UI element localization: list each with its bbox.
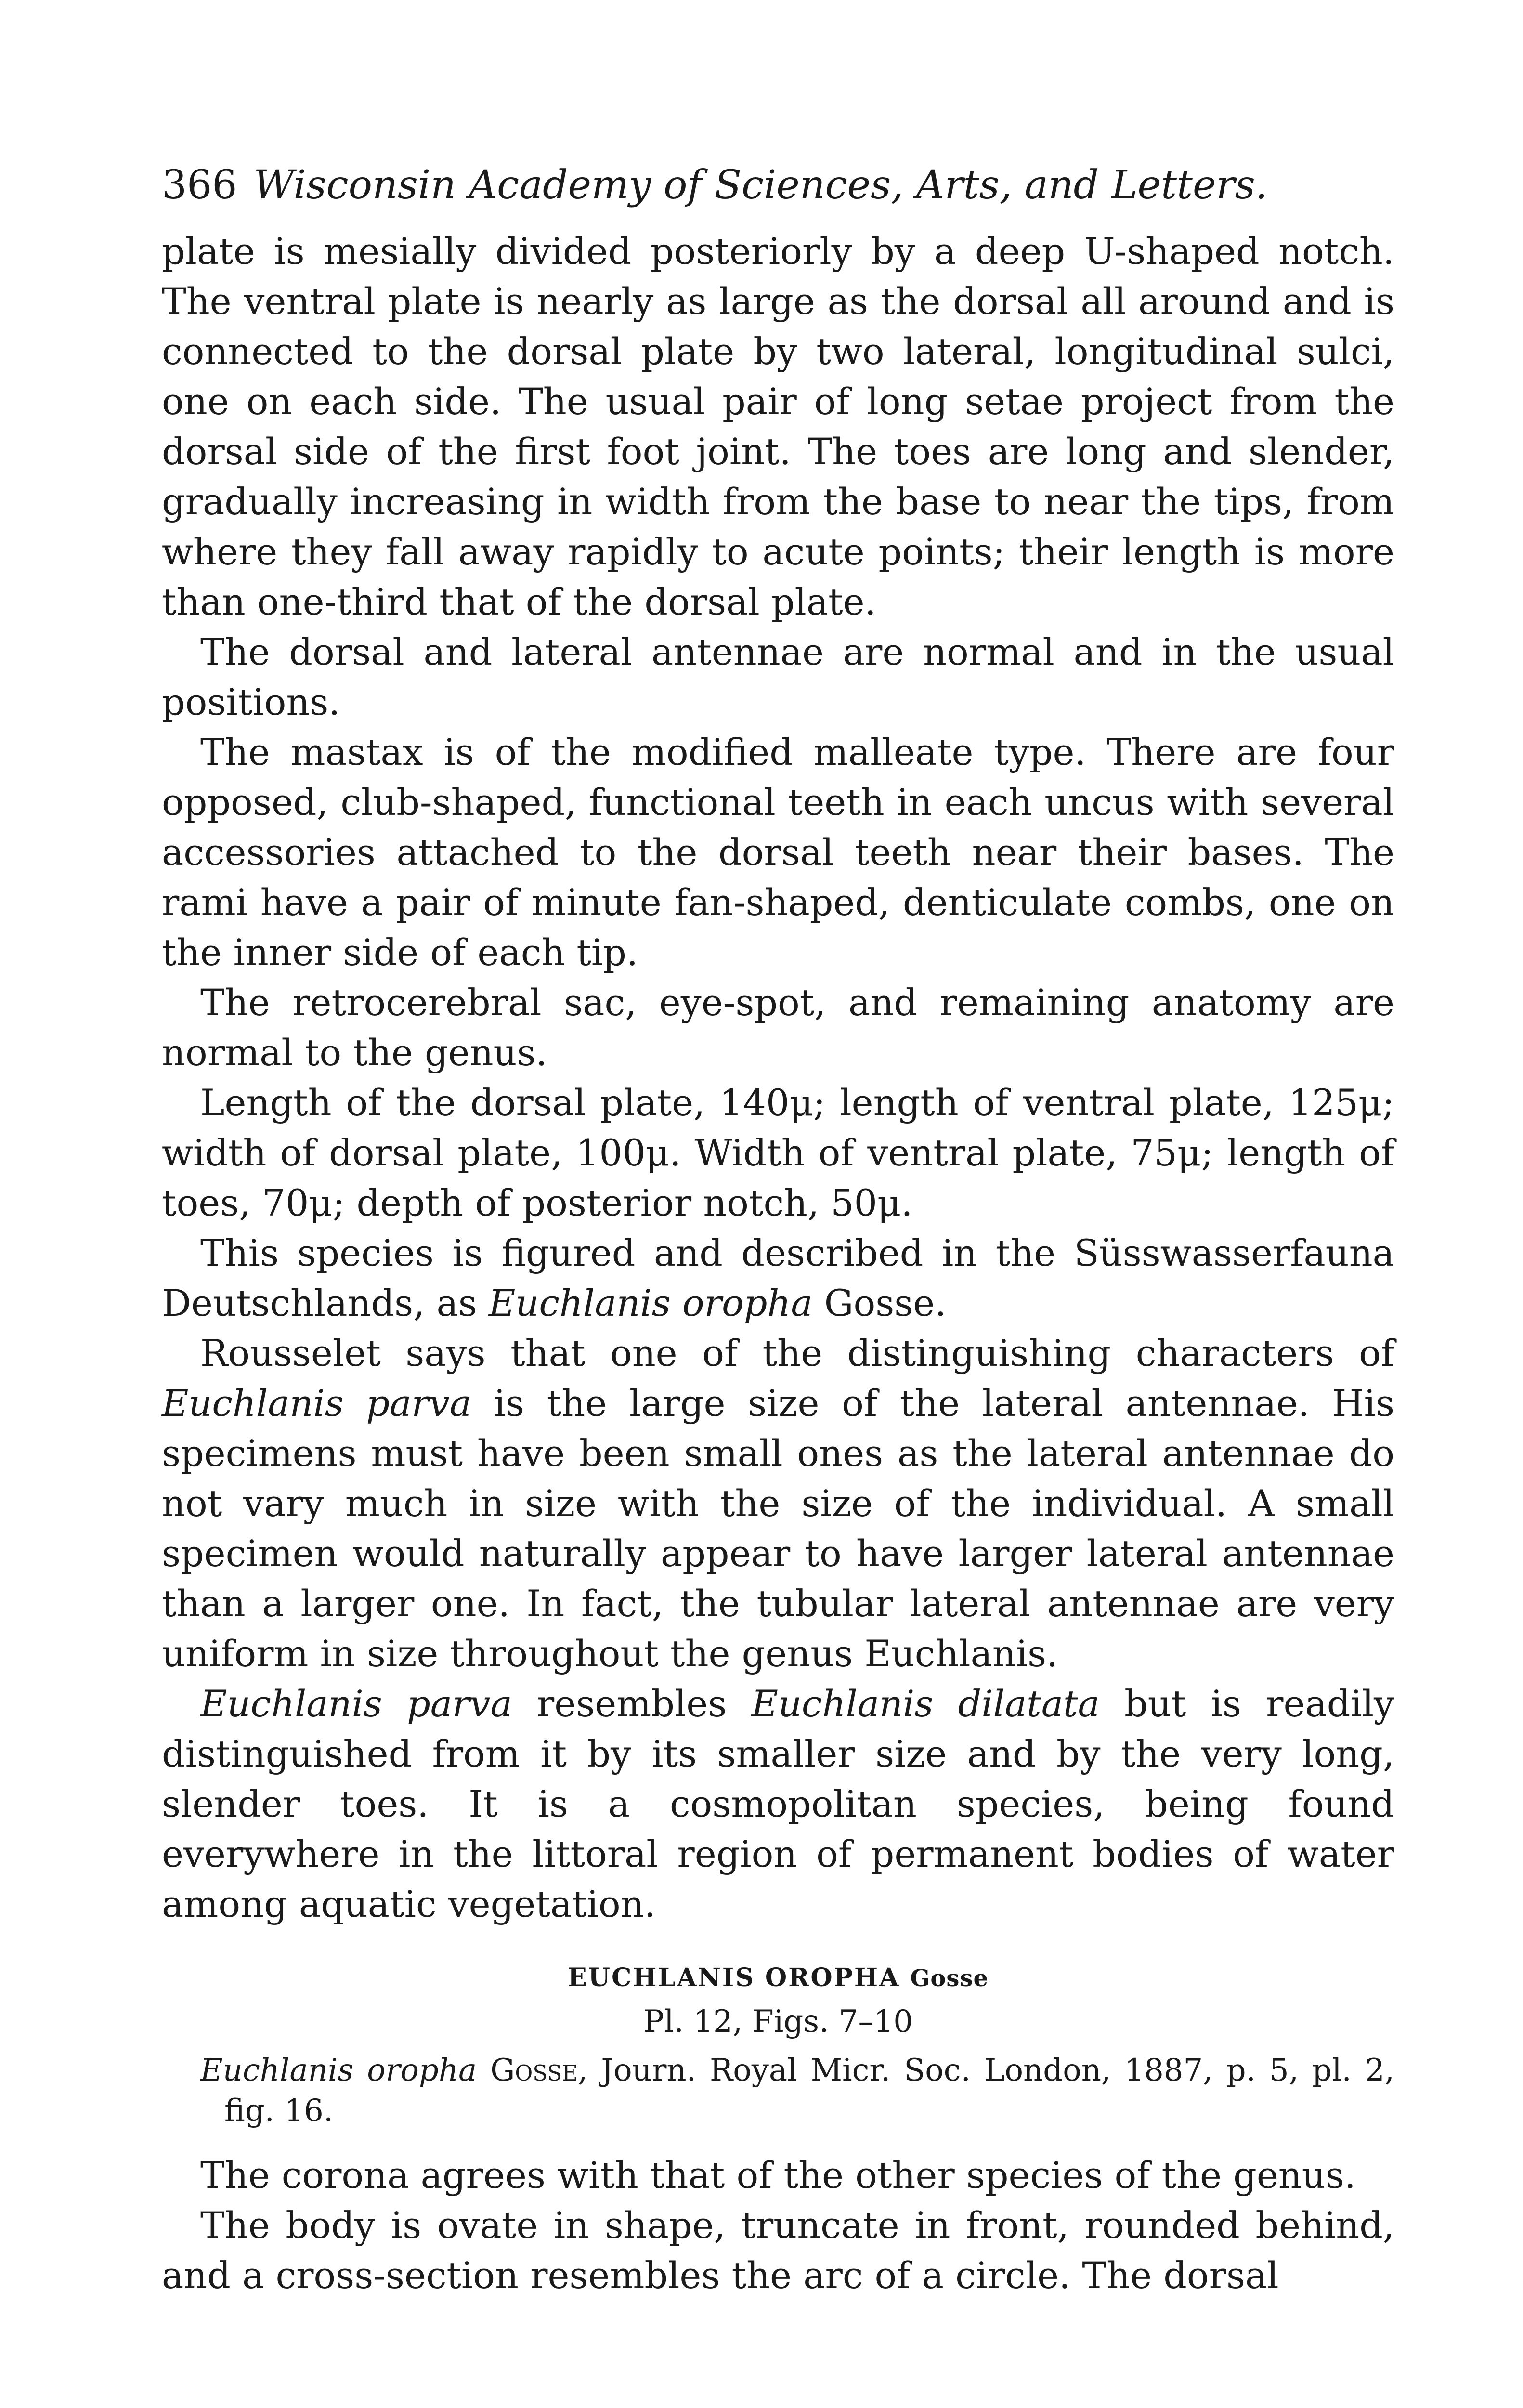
running-head: [162, 159, 1394, 212]
text-run: This species is figured and described in the Süsswasserfauna Deutschlands, as: [162, 1231, 1394, 1324]
paragraph-measurements: Length of the dorsal plate, 140μ; length of ventral plate, 125μ; width of dorsal plate, 100μ. Width of ventral plate, 75μ; length of toes, 70μ; depth of posterior notch, 50μ.: [162, 1081, 1394, 1224]
paragraph-susswasserfauna: [162, 1228, 1394, 1328]
journal-title: Wisconsin Academy of Sciences, Arts, and Letters.: [253, 162, 1268, 208]
paragraph-antennae: The dorsal and lateral antennae are normal and in the usual positions.: [162, 630, 1394, 723]
citation-author: Gosse: [490, 2053, 578, 2088]
text-run: resembles: [512, 1682, 752, 1725]
section-heading: [162, 1956, 1394, 2000]
section-heading-name: EUCHLANIS OROPHA: [567, 1963, 900, 1992]
paragraph-rousselet: [162, 1328, 1394, 1679]
plate-reference: Pl. 12, Figs. 7–10: [643, 2004, 913, 2040]
citation: [162, 2050, 1394, 2131]
species-name: Euchlanis oropha: [488, 1282, 813, 1324]
species-name: Euchlanis dilatata: [751, 1682, 1100, 1725]
paragraph-corona: The corona agrees with that of the other species of the genus.: [200, 2154, 1356, 2197]
text-run: Rousselet says that one of the distinguishing characters of: [200, 1332, 1394, 1374]
paragraph-parva-comparison: [162, 1679, 1394, 1929]
text-run: is the large size of the lateral antennae. His specimens must have been small ones as the lateral antennae do not vary much in size with the size of the individual. A small specimen would naturally appear to have larger lateral antennae than a larger one. In fact, the tubular lateral antennae are very uniform in size throughout the genus Euchlanis.: [162, 1382, 1394, 1675]
page-number: 366: [162, 162, 237, 208]
citation-source: , Journ. Royal Micr. Soc. London, 1887, p. 5, pl. 2, fig. 16.: [224, 2053, 1395, 2129]
section-heading-authority: Gosse: [910, 1965, 989, 1992]
text-run: Gosse.: [812, 1282, 947, 1324]
paragraph-mastax: The mastax is of the modified malleate type. There are four opposed, club-shaped, functional teeth in each uncus with several accessories attached to the dorsal teeth near their bases. The rami have a pair of minute fan-shaped, denticulate combs, one on the inner side of each tip.: [162, 731, 1394, 974]
page-content: [162, 159, 1394, 2301]
citation-species: Euchlanis oropha: [200, 2053, 477, 2088]
text-run: but is readily distinguished from it by its smaller size and by the very long, slender toes. It is a cosmopolitan species, being found everywhere in the littoral region of permanent bodies of water among aquatic vegetation.: [162, 1682, 1394, 1925]
paragraph-body-shape: The body is ovate in shape, truncate in front, rounded behind, and a cross-section resembles the arc of a circle. The dorsal: [162, 2204, 1394, 2297]
species-name: Euchlanis parva: [162, 1382, 472, 1425]
paragraph-retrocerebral: The retrocerebral sac, eye-spot, and remaining anatomy are normal to the genus.: [162, 981, 1394, 1074]
paragraph-continued: plate is mesially divided posteriorly by a deep U-shaped notch. The ventral plate is nearly as large as the dorsal all around and is connected to the dorsal plate by two lateral, longitudinal sulci, one on each side. The usual pair of long setae project from the dorsal side of the first foot joint. The toes are long and slender, gradually increasing in width from the base to near the tips, from where they fall away rapidly to acute points; their length is more than one-third that of the dorsal plate.: [162, 230, 1394, 623]
species-name: Euchlanis parva: [200, 1682, 512, 1725]
